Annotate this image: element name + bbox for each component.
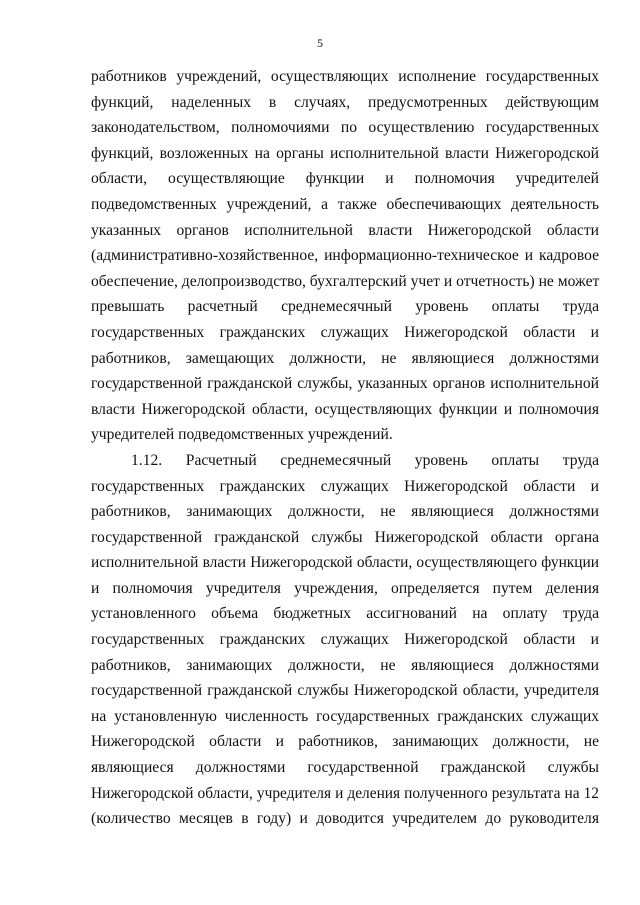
text-line: власти Нижегородской области, осуществляющих функции и полномочия xyxy=(91,400,599,418)
paragraph-last-line: учредителей подведомственных учреждений. xyxy=(91,426,393,444)
page-number: 5 xyxy=(317,36,323,50)
text-line: функций, возложенных на органы исполнительной власти Нижегородской xyxy=(91,144,599,162)
text-line: государственных гражданских служащих Нижегородской области и xyxy=(91,323,599,341)
text-line: и полномочия учредителя учреждения, определяется путем деления xyxy=(91,579,599,597)
text-line: превышать расчетный среднемесячный уровень оплаты труда xyxy=(91,298,599,316)
text-line: подведомственных учреждений, а также обеспечивающих деятельность xyxy=(91,195,599,213)
text-line: государственных гражданских служащих Нижегородской области и xyxy=(91,631,599,649)
text-line: области, осуществляющие функции и полномочия учредителей xyxy=(91,170,599,188)
text-line: указанных органов исполнительной власти Нижегородской области xyxy=(91,221,599,239)
text-line: являющиеся должностями государственной гражданской службы xyxy=(91,759,599,777)
paragraph-first-line: 1.12. Расчетный среднемесячный уровень оплаты труда xyxy=(131,451,599,469)
text-line: Нижегородской области и работников, занимающих должности, не xyxy=(91,733,599,751)
text-line: (административно-хозяйственное, информационно-техническое и кадровое xyxy=(91,247,599,265)
text-line: функций, наделенных в случаях, предусмотренных действующим xyxy=(91,93,599,111)
document-body xyxy=(91,64,599,832)
text-line: государственной гражданской службы, указанных органов исполнительной xyxy=(91,375,599,393)
text-line: работников, замещающих должности, не являющиеся должностями xyxy=(91,349,599,367)
text-line: на установленную численность государственных гражданских служащих xyxy=(91,707,599,725)
text-line: Нижегородской области, учредителя и деления полученного результата на 12 xyxy=(91,784,599,802)
text-line: работников учреждений, осуществляющих исполнение государственных xyxy=(91,68,599,85)
text-line: работников, занимающих должности, не являющиеся должностями xyxy=(91,656,599,674)
text-line: исполнительной власти Нижегородской области, осуществляющего функции xyxy=(91,554,599,572)
text-line: обеспечение, делопроизводство, бухгалтерский учет и отчетность) не может xyxy=(91,272,600,290)
text-line: работников, занимающих должности, не являющиеся должностями xyxy=(91,503,599,521)
text-line: (количество месяцев в году) и доводится учредителем до руководителя xyxy=(91,810,599,828)
text-line: государственных гражданских служащих Нижегородской области и xyxy=(91,477,599,495)
text-line: установленного объема бюджетных ассигнований на оплату труда xyxy=(91,605,599,623)
text-line: государственной гражданской службы Нижегородской области, учредителя xyxy=(91,682,599,700)
text-line: законодательством, полномочиями по осуществлению государственных xyxy=(91,119,599,137)
text-line: государственной гражданской службы Нижегородской области органа xyxy=(91,528,599,546)
